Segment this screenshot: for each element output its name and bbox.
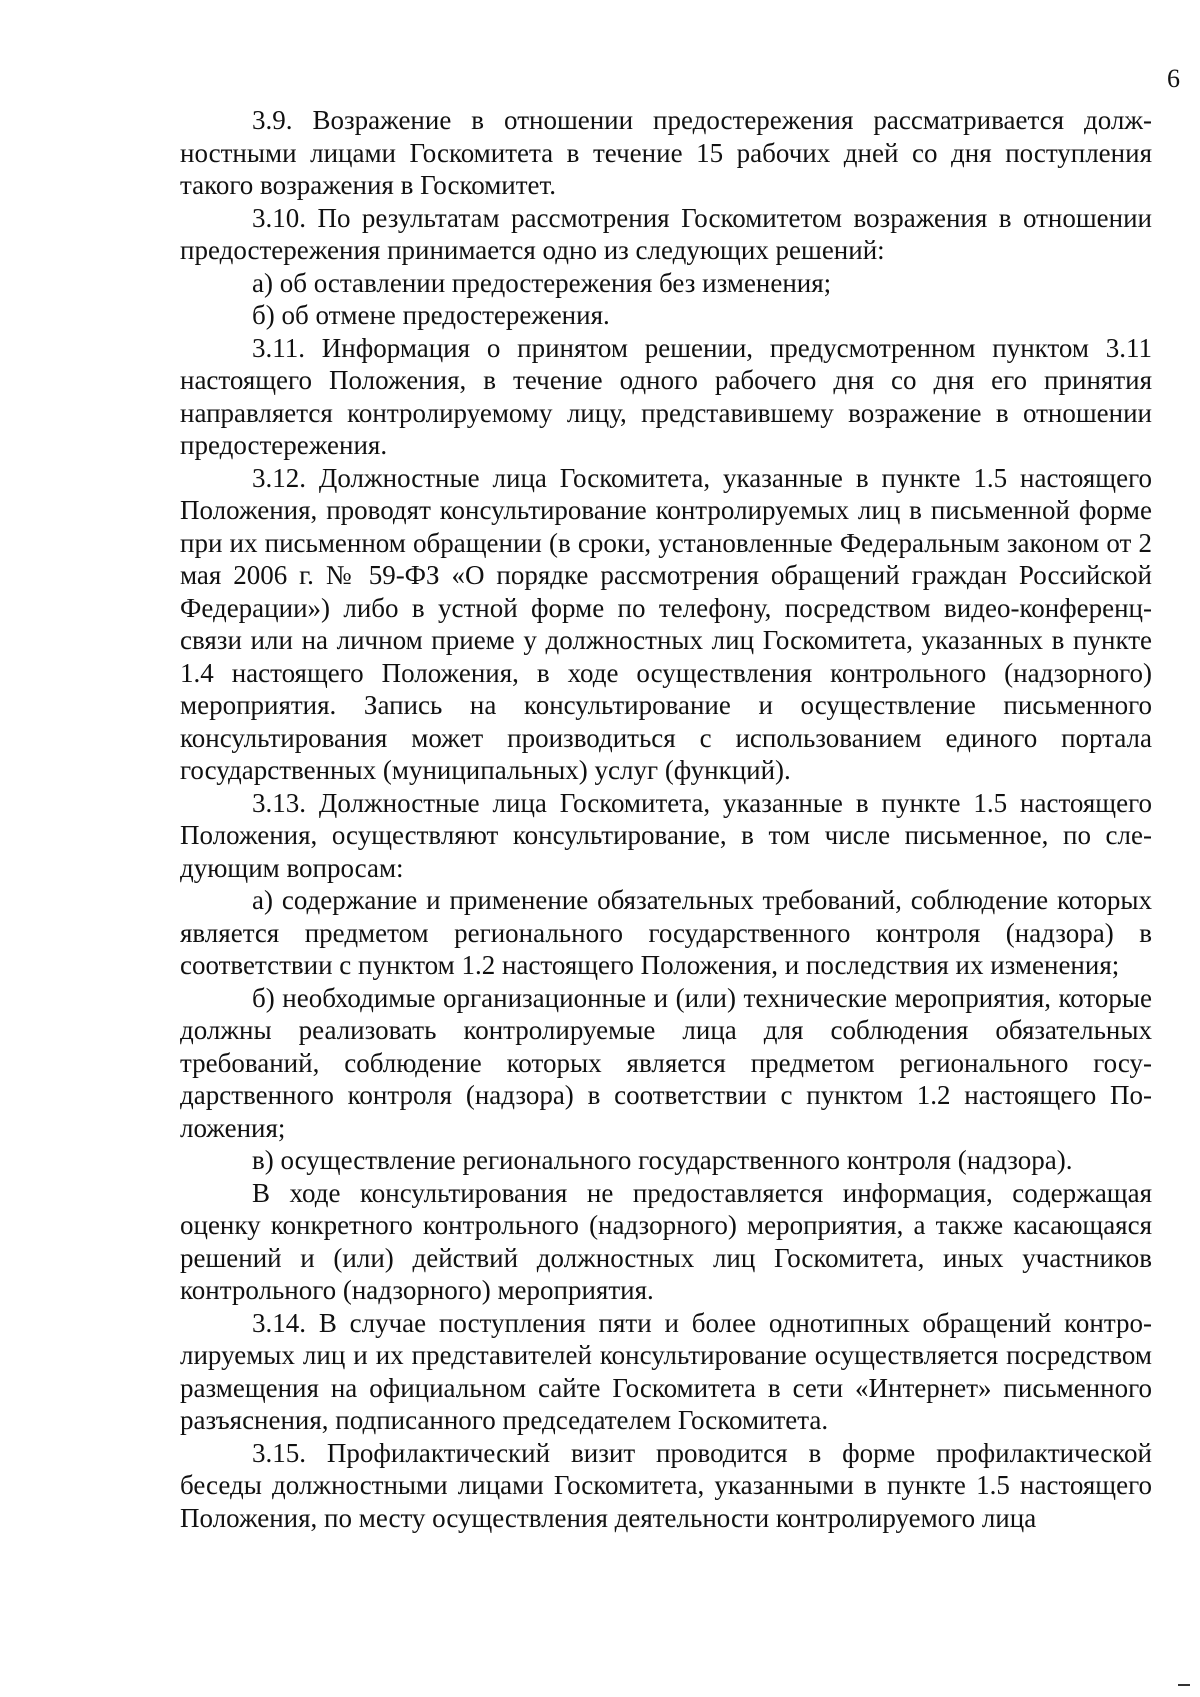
page-number: 6 (1167, 64, 1180, 93)
list-item-a-keep-warning: а) об оставлении предостережения без изменения; (252, 267, 832, 298)
paragraph-3-13: 3.13. Должностные лица Госкомитета, указанные в пункте 1.5 настоящего Положения, осуществляют консультирование, в том числе письменное, по следующим вопросам: (180, 787, 1152, 883)
paragraph-3-12: 3.12. Должностные лица Госкомитета, указанные в пункте 1.5 настоящего Положения, проводят консультирование контролируемых лиц в письменной форме при их письменном обращении (в сроки, установленные Федеральным законом от 2 мая 2006 г. № 59-ФЗ «О порядке рассмотрения обращений граждан Российской Федерации») либо в устной форме по телефону, посредством видео-конференц-связи или на личном приеме у должностных лиц Госкомитета, указанных в пункте 1.4 настоящего Положения, в ходе осуществления контрольного (надзорного) мероприятия. Запись на консультирование и осуществление письменного консультирования может производиться с использованием единого портала государственных (муниципальных) услуг (функций). (180, 462, 1152, 785)
list-item-b-cancel-warning: б) об отмене предостережения. (252, 300, 610, 330)
list-item-a-requirements: а) содержание и применение обязательных требований, соблюдение которых является предметом регионального государственного контроля (надзора) в соответствии с пунктом 1.2 настоящего Положения, и последствия их изменения; (180, 885, 1152, 980)
paragraph-3-9: 3.9. Возражение в отношении предостережения рассматривается должностными лицами Госкомитета в течение 15 рабочих дней со дня поступления такого возражения в Госкомитет. (180, 105, 1152, 200)
paragraph-3-11: 3.11. Информация о принятом решении, предусмотренном пунктом 3.11 настоящего Положения, в течение одного рабочего дня со дня его принятия направляется контролируемому лицу, представившему возражение в отношении предостережения. (180, 332, 1152, 460)
document-body (180, 104, 1152, 1534)
paragraph-3-10: 3.10. По результатам рассмотрения Госкомитетом возражения в отношении предостережения принимается одно из следующих решений: (180, 202, 1152, 265)
scan-corner-mark (1178, 1684, 1190, 1686)
list-item-b-measures: б) необходимые организационные и (или) технические мероприятия, которые должны реализовать контролируемые лица для соблюдения обязательных требований, соблюдение которых является предметом регионального государственного контроля (надзора) в соответствии с пунктом 1.2 настоящего Положения; (180, 982, 1152, 1143)
paragraph-3-15: 3.15. Профилактический визит проводится в форме профилактической беседы должностными лицами Госкомитета, указанными в пункте 1.5 настоящего Положения, по месту осуществления деятельности контролируемого лица (180, 1437, 1152, 1533)
list-item-v-control: в) осуществление регионального государственного контроля (надзора). (252, 1145, 1073, 1175)
paragraph-consulting-note: В ходе консультирования не предоставляется информация, содержащая оценку конкретного контрольного (надзорного) мероприятия, а также касающаяся решений и (или) действий должностных лиц Госкомитета, иных участников контрольного (надзорного) мероприятия. (180, 1177, 1152, 1305)
paragraph-3-14: 3.14. В случае поступления пяти и более однотипных обращений контролируемых лиц и их представителей консультирование осуществляется посредством размещения на официальном сайте Госкомитета в сети «Интернет» письменного разъяснения, подписанного председателем Госкомитета. (180, 1307, 1152, 1435)
